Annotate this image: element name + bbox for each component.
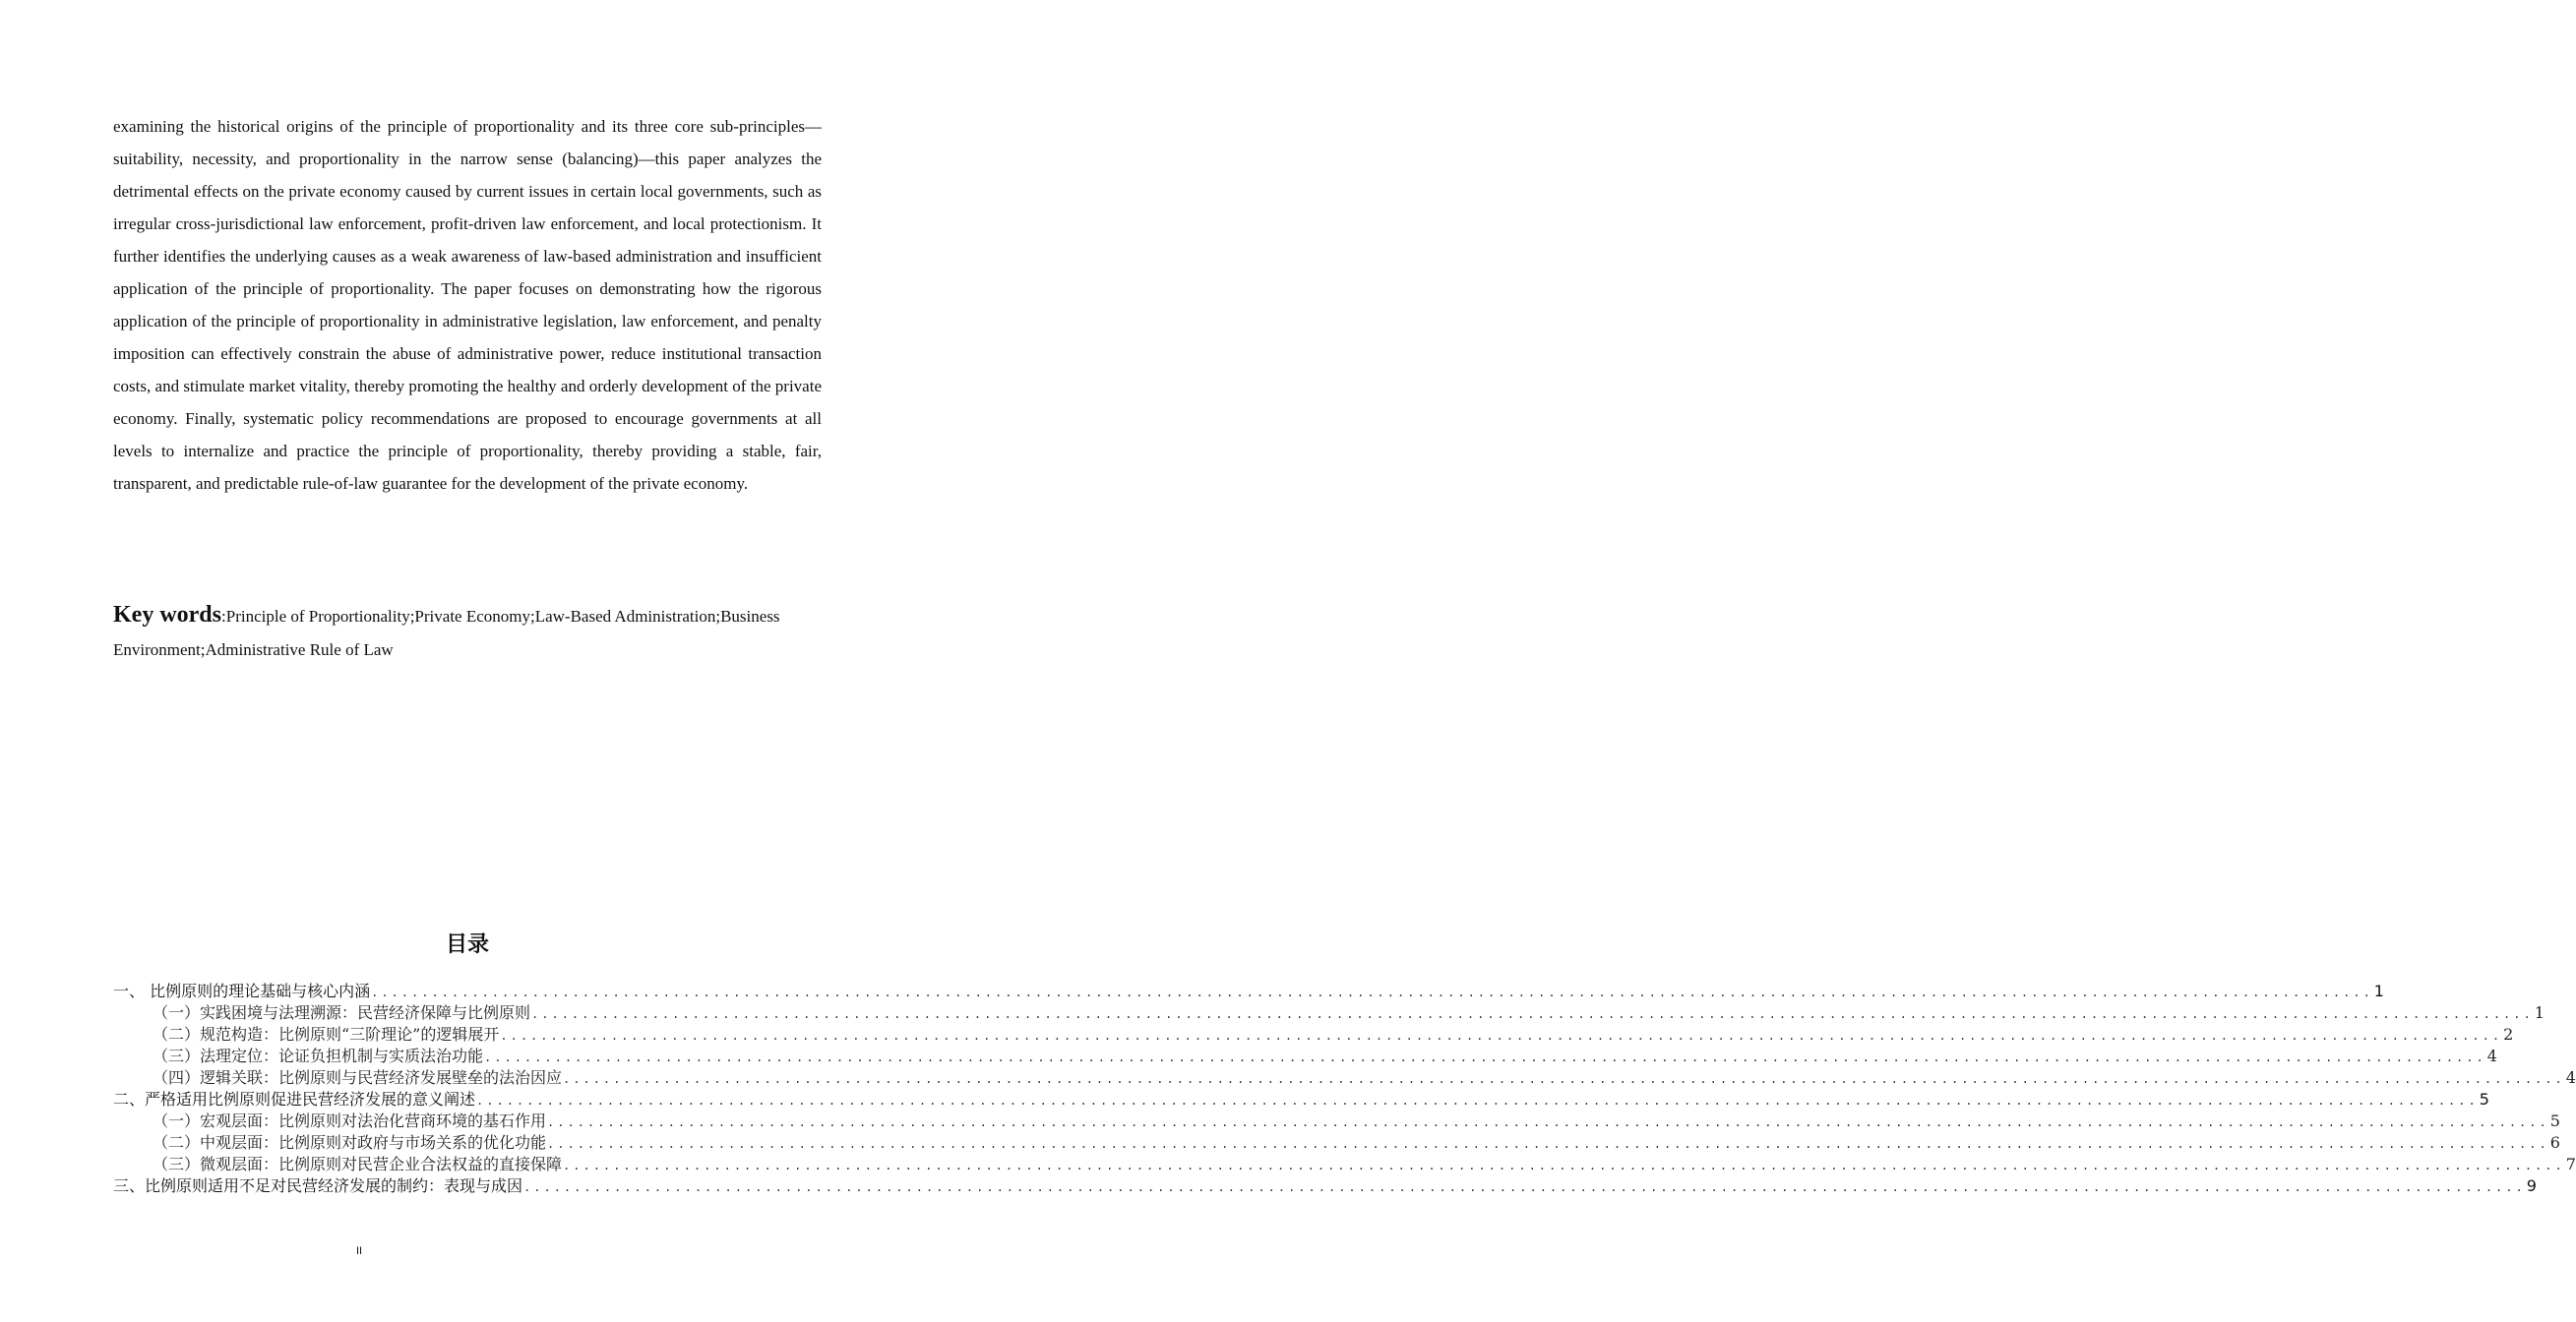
keywords-label: Key words xyxy=(113,602,221,628)
toc-entry[interactable] xyxy=(113,1089,2489,1111)
toc-entry-text: （四）逻辑关联：比例原则与民营经济发展壁垒的法治因应 xyxy=(153,1068,563,1087)
toc-entry-page: 2 xyxy=(2503,1025,2514,1044)
toc-leader-dots: ....................................................................................................................................................................................................... xyxy=(547,1115,2549,1129)
toc-entry-text: （一）实践困境与法理溯源：民营经济保障与比例原则 xyxy=(153,1003,531,1022)
toc-entry-page: 9 xyxy=(2526,1176,2537,1195)
toc-leader-dots: ....................................................................................................................................................................................................... xyxy=(371,986,2373,999)
toc-entry[interactable] xyxy=(113,1046,2497,1067)
toc-leader-dots: ....................................................................................................................................................................................................... xyxy=(563,1159,2565,1172)
page-number: II xyxy=(355,1245,363,1257)
abstract-paragraph: examining the historical origins of the principle of proportionality and its three core sub-principles—suitability, necessity, and proportionality in the narrow sense (balancing)—this paper analyzes the detrimental effects on the private economy caused by current issues in certain local governments, such as irregular cross-jurisdictional law enforcement, profit-driven law enforcement, and local protectionism. It further identifies the underlying causes as a weak awareness of law-based administration and insufficient application of the principle of proportionality. The paper focuses on demonstrating how the rigorous application of the principle of proportionality in administrative legislation, law enforcement, and penalty imposition can effectively constrain the abuse of administrative power, reduce institutional transaction costs, and stimulate market vitality, thereby promoting the healthy and orderly development of the private economy. Finally, systematic policy recommendations are proposed to encourage governments at all levels to internalize and practice the principle of proportionality, thereby providing a stable, fair, transparent, and predictable rule-of-law guarantee for the development of the private economy. xyxy=(113,117,822,493)
toc-entry-text: （三）法理定位：论证负担机制与实质法治功能 xyxy=(153,1047,484,1065)
toc-leader-dots: ....................................................................................................................................................................................................... xyxy=(476,1094,2479,1108)
toc-leader-dots: ....................................................................................................................................................................................................... xyxy=(523,1180,2526,1194)
keywords-text: Principle of Proportionality;Private Economy;Law-Based Administration;Business Environment;Administrative Rule of Law xyxy=(113,607,780,659)
toc-entry-text: 二、严格适用比例原则促进民营经济发展的意义阐述 xyxy=(113,1090,476,1109)
toc-entry[interactable] xyxy=(113,1154,2576,1175)
toc-entry-page: 5 xyxy=(2549,1112,2560,1130)
toc-leader-dots: ....................................................................................................................................................................................................... xyxy=(563,1072,2565,1086)
toc-entry-text: （一）宏观层面：比例原则对法治化营商环境的基石作用 xyxy=(153,1112,547,1130)
toc-entry-text: 三、比例原则适用不足对民营经济发展的制约：表现与成因 xyxy=(113,1176,523,1195)
toc-title: 目录 xyxy=(445,932,489,957)
toc-entry[interactable] xyxy=(113,1175,2537,1197)
keywords-separator: : xyxy=(221,607,226,626)
toc-entry[interactable] xyxy=(113,1111,2560,1132)
toc-entry-text: （二）中观层面：比例原则对政府与市场关系的优化功能 xyxy=(153,1133,547,1152)
toc-entry-page: 5 xyxy=(2479,1090,2489,1109)
toc-leader-dots: ....................................................................................................................................................................................................... xyxy=(547,1137,2549,1151)
toc-entry[interactable] xyxy=(113,1132,2560,1154)
toc-entry[interactable] xyxy=(113,1024,2514,1046)
toc-entry-text: （二）规范构造：比例原则“三阶理论”的逻辑展开 xyxy=(153,1025,500,1044)
toc-entry[interactable] xyxy=(113,981,2384,1002)
toc-leader-dots: ....................................................................................................................................................................................................... xyxy=(500,1029,2503,1043)
toc-entry-page: 4 xyxy=(2486,1047,2497,1065)
toc-entry-page: 6 xyxy=(2549,1133,2560,1152)
table-of-contents xyxy=(113,981,2576,1197)
toc-entry-text: 一、 比例原则的理论基础与核心内涵 xyxy=(113,982,371,1000)
toc-entry[interactable] xyxy=(113,1067,2576,1089)
toc-entry-page: 1 xyxy=(2534,1003,2545,1022)
toc-entry-page: 7 xyxy=(2565,1155,2576,1173)
toc-entry-page: 1 xyxy=(2373,982,2384,1000)
keywords-section xyxy=(113,598,822,667)
toc-leader-dots: ....................................................................................................................................................................................................... xyxy=(531,1007,2534,1021)
toc-leader-dots: ....................................................................................................................................................................................................... xyxy=(484,1051,2486,1064)
toc-entry-page: 4 xyxy=(2565,1068,2576,1087)
toc-entry[interactable] xyxy=(113,1002,2545,1024)
toc-entry-text: （三）微观层面：比例原则对民营企业合法权益的直接保障 xyxy=(153,1155,563,1173)
